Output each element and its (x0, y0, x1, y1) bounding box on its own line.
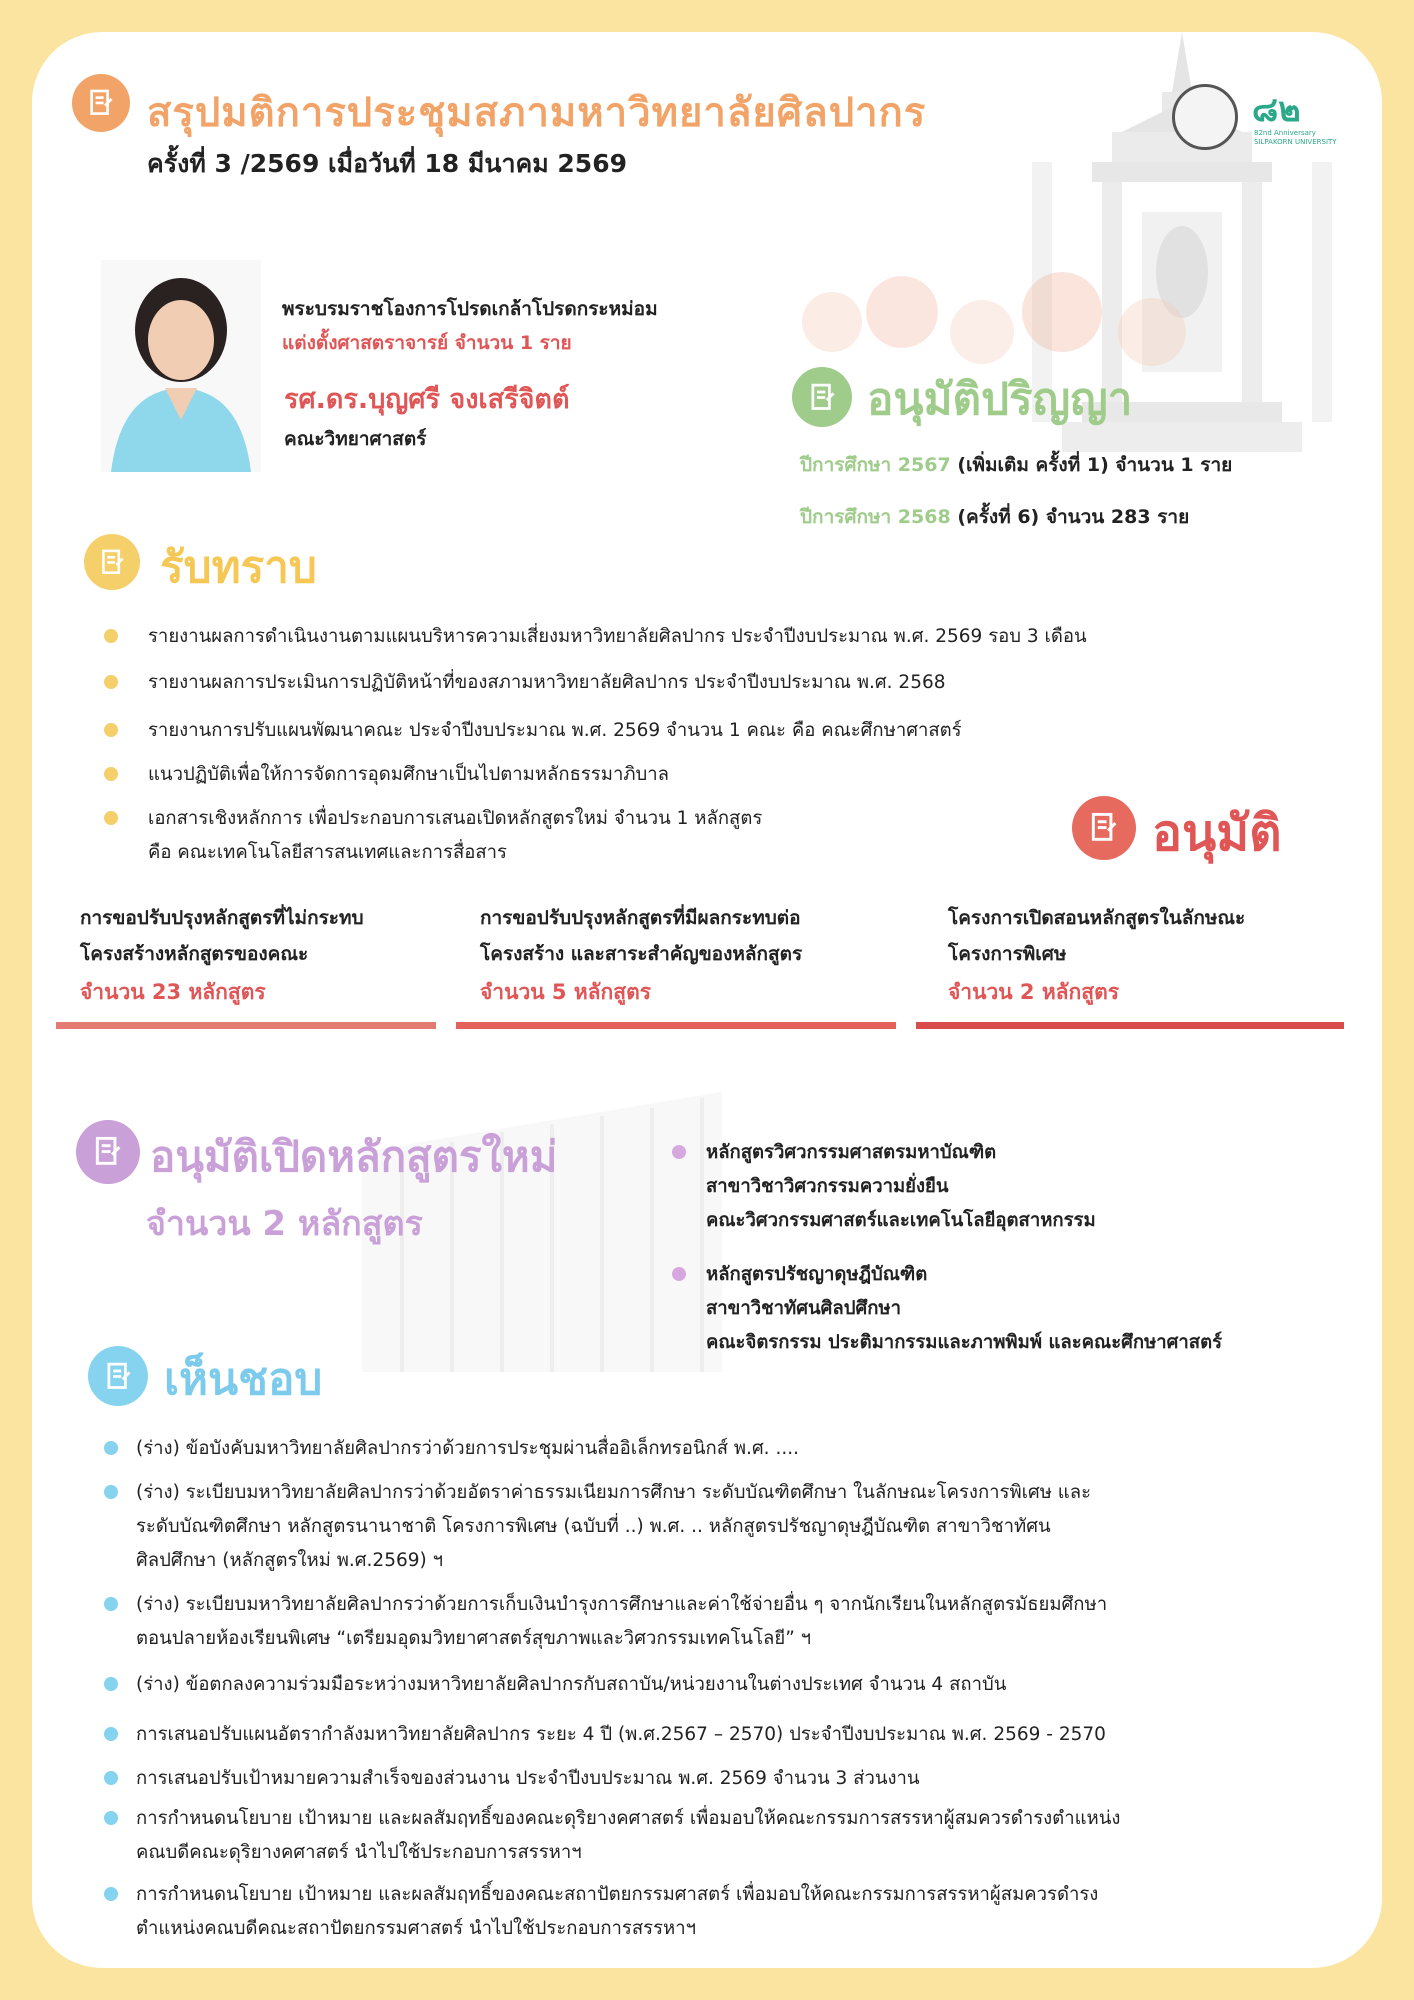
document-icon (88, 1346, 148, 1406)
appointment-count: แต่งตั้งศาสตราจารย์ จำนวน 1 ราย (282, 332, 572, 354)
bullet-icon (104, 767, 118, 781)
divider (916, 1022, 1344, 1029)
list-item: การเสนอปรับแผนอัตรากำลังมหาวิทยาลัยศิลปากร ระยะ 4 ปี (พ.ศ.2567 – 2570) ประจำปีงบประมาณ พ.ศ. 2569 - 2570 (104, 1718, 1106, 1752)
bullet-icon (672, 1267, 686, 1281)
approve-column: การขอปรับปรุงหลักสูตรที่ไม่กระทบ โครงสร้างหลักสูตรของคณะ จำนวน 23 หลักสูตร (80, 907, 364, 1004)
bullet-icon (104, 811, 118, 825)
degree-item: ปีการศึกษา 2567 (เพิ่มเติม ครั้งที่ 1) จำนวน 1 ราย (800, 454, 1233, 476)
document-icon (1072, 796, 1136, 860)
new-programs-title: อนุมัติเปิดหลักสูตรใหม่ (150, 1132, 558, 1181)
bullet-icon (104, 1811, 118, 1825)
list-item: หลักสูตรวิศวกรรมศาสตรมหาบัณฑิต สาขาวิชาวิศวกรรมความยั่งยืน คณะวิศวกรรมศาสตร์และเทคโนโลยีอุตสาหกรรม (672, 1136, 1096, 1238)
list-item: แนวปฏิบัติเพื่อให้การจัดการอุดมศึกษาเป็นไปตามหลักธรรมาภิบาล (104, 758, 669, 792)
new-programs-count: จำนวน 2 หลักสูตร (146, 1204, 423, 1244)
bullet-icon (104, 723, 118, 737)
document-icon (792, 367, 852, 427)
list-item: หลักสูตรปรัชญาดุษฎีบัณฑิต สาขาวิชาทัศนศิลปศึกษา คณะจิตรกรรม ประติมากรรมและภาพพิมพ์ และคณะศึกษาศาสตร์ (672, 1258, 1222, 1360)
bullet-icon (672, 1145, 686, 1159)
professor-name: รศ.ดร.บุญศรี จงเสรีจิตต์ (284, 384, 570, 415)
list-item: รายงานผลการประเมินการปฏิบัติหน้าที่ของสภามหาวิทยาลัยศิลปากร ประจำปีงบประมาณ พ.ศ. 2568 (104, 666, 946, 700)
professor-portrait (101, 260, 261, 472)
bullet-icon (104, 1727, 118, 1741)
list-item: การกำหนดนโยบาย เป้าหมาย และผลสัมฤทธิ์ของคณะสถาปัตยกรรมศาสตร์ เพื่อมอบให้คณะกรรมการสรรหาผู้สมควรดำรง ตำแหน่งคณบดีคณะสถาปัตยกรรมศาสตร์ นำไปใช้ประกอบการสรรหาฯ (104, 1878, 1098, 1946)
bullet-icon (104, 1597, 118, 1611)
page-subtitle: ครั้งที่ 3 /2569 เมื่อวันที่ 18 มีนาคม 2569 (147, 149, 627, 178)
summary-card (32, 32, 1382, 1968)
professor-faculty: คณะวิทยาศาสตร์ (284, 428, 427, 450)
bullet-icon (104, 1485, 118, 1499)
list-item: (ร่าง) ระเบียบมหาวิทยาลัยศิลปากรว่าด้วยอัตราค่าธรรมเนียมการศึกษา ระดับบัณฑิตศึกษา ในลักษณะโครงการพิเศษ และ ระดับบัณฑิตศึกษา หลักสูตรนานาชาติ โครงการพิเศษ (ฉบับที่ ..) พ.ศ. .. หลักสูตรปรัชญาดุษฎีบัณฑิต สาขาวิชาทัศน ศิลปศึกษา (หลักสูตรใหม่ พ.ศ.2569) ฯ (104, 1476, 1091, 1578)
divider (56, 1022, 436, 1029)
page-title: สรุปมติการประชุมสภามหาวิทยาลัยศิลปากร (147, 90, 927, 136)
anniversary-caption: 82nd Anniversary (1254, 129, 1316, 137)
agree-title: เห็นชอบ (164, 1354, 323, 1405)
list-item: รายงานการปรับแผนพัฒนาคณะ ประจำปีงบประมาณ พ.ศ. 2569 จำนวน 1 คณะ คือ คณะศึกษาศาสตร์ (104, 714, 962, 748)
list-item: รายงานผลการดำเนินงานตามแผนบริหารความเสี่ยงมหาวิทยาลัยศิลปากร ประจำปีงบประมาณ พ.ศ. 2569 รอบ 3 เดือน (104, 620, 1087, 654)
document-icon (72, 74, 130, 132)
bullet-icon (104, 675, 118, 689)
bullet-icon (104, 1771, 118, 1785)
list-item: (ร่าง) ระเบียบมหาวิทยาลัยศิลปากรว่าด้วยการเก็บเงินบำรุงการศึกษาและค่าใช้จ่ายอื่น ๆ จากนักเรียนในหลักสูตรมัธยมศึกษา ตอนปลายห้องเรียนพิเศษ “เตรียมอุดมวิทยาศาสตร์สุขภาพและวิศวกรรมเทคโนโลยี” ฯ (104, 1588, 1107, 1656)
document-icon (84, 534, 140, 590)
appointment-line: พระบรมราชโองการโปรดเกล้าโปรดกระหม่อม (282, 298, 658, 320)
anniversary-caption: SILPAKORN UNIVERSITY (1254, 138, 1337, 146)
approve-column: การขอปรับปรุงหลักสูตรที่มีผลกระทบต่อ โครงสร้าง และสาระสำคัญของหลักสูตร จำนวน 5 หลักสูตร (480, 907, 803, 1004)
list-item: (ร่าง) ข้อบังคับมหาวิทยาลัยศิลปากรว่าด้วยการประชุมผ่านสื่ออิเล็กทรอนิกส์ พ.ศ. .... (104, 1432, 799, 1466)
list-item: เอกสารเชิงหลักการ เพื่อประกอบการเสนอเปิดหลักสูตรใหม่ จำนวน 1 หลักสูตร คือ คณะเทคโนโลยีสารสนเทศและการสื่อสาร (104, 802, 762, 870)
bullet-icon (104, 1887, 118, 1901)
acknowledge-title: รับทราบ (160, 542, 317, 593)
degree-item: ปีการศึกษา 2568 (ครั้งที่ 6) จำนวน 283 ราย (800, 506, 1190, 528)
list-item: (ร่าง) ข้อตกลงความร่วมมือระหว่างมหาวิทยาลัยศิลปากรกับสถาบัน/หน่วยงานในต่างประเทศ จำนวน 4 สถาบัน (104, 1668, 1006, 1702)
degrees-title: อนุมัติปริญญา (867, 374, 1133, 425)
approve-title: อนุมัติ (1152, 804, 1282, 862)
list-item: การเสนอปรับเป้าหมายความสำเร็จของส่วนงาน ประจำปีงบประมาณ พ.ศ. 2569 จำนวน 3 ส่วนงาน (104, 1762, 920, 1796)
bullet-icon (104, 1677, 118, 1691)
bullet-icon (104, 629, 118, 643)
approve-column: โครงการเปิดสอนหลักสูตรในลักษณะ โครงการพิเศษ จำนวน 2 หลักสูตร (948, 907, 1246, 1004)
anniversary-logo: ๘๒ (1252, 90, 1301, 130)
university-seal-logo (1172, 84, 1238, 150)
document-icon (76, 1120, 140, 1184)
divider (456, 1022, 896, 1029)
bullet-icon (104, 1441, 118, 1455)
list-item: การกำหนดนโยบาย เป้าหมาย และผลสัมฤทธิ์ของคณะดุริยางคศาสตร์ เพื่อมอบให้คณะกรรมการสรรหาผู้สมควรดำรงตำแหน่ง คณบดีคณะดุริยางคศาสตร์ นำไปใช้ประกอบการสรรหาฯ (104, 1802, 1120, 1870)
